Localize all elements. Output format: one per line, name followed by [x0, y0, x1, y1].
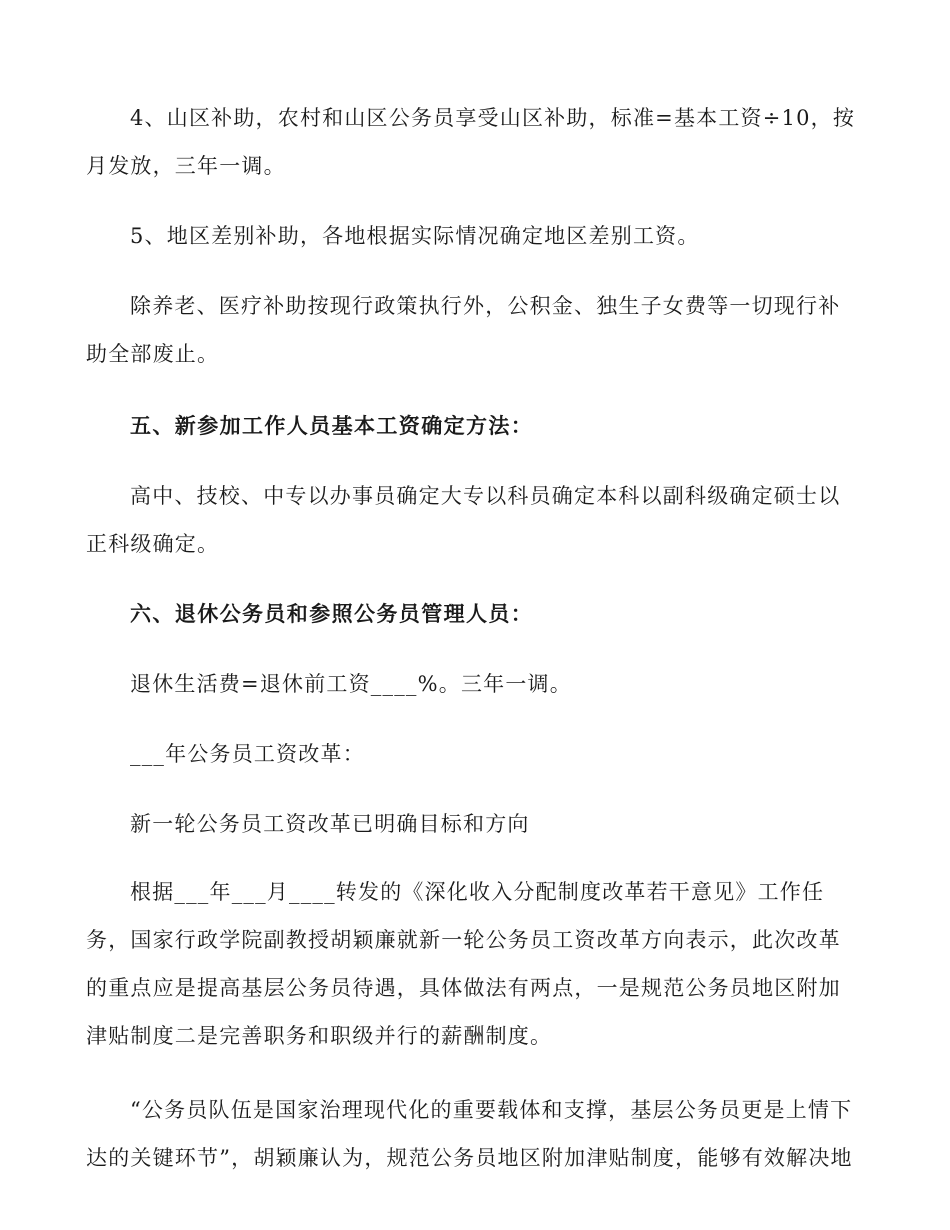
section-heading-five: 五、新参加工作人员基本工资确定方法： — [130, 413, 534, 438]
paragraph-reform-details: 根据___年___月____转发的《深化收入分配制度改革若干意见》工作任务，国家行政学院副教授胡颖廉就新一轮公务员工资改革方向表示，此次改革的重点应是提高基层公务员待遇，具体做法有两点，一是规范公务员地区附加津贴制度二是完善职务和职级并行的薪酬制度。 — [86, 880, 841, 1048]
paragraph-reform-direction: 新一轮公务员工资改革已明确目标和方向 — [130, 812, 530, 836]
paragraph-regional-subsidy: 5、地区差别补助，各地根据实际情况确定地区差别工资。 — [130, 224, 700, 248]
paragraph-other-subsidies: 除养老、医疗补助按现行政策执行外，公积金、独生子女费等一切现行补助全部废止。 — [86, 294, 841, 366]
paragraph-reform-year: ___年公务员工资改革： — [130, 742, 365, 766]
paragraph-new-staff-salary: 高中、技校、中专以办事员确定大专以科员确定本科以副科级确定硕士以正科级确定。 — [86, 484, 841, 556]
paragraph-quote: “公务员队伍是国家治理现代化的重要载体和支撑，基层公务员更是上情下达的关键环节”，胡颖廉认为，规范公务员地区附加津贴制度，能够有效解决地 — [86, 1098, 853, 1170]
paragraph-retirement-pay: 退休生活费=退休前工资____%。三年一调。 — [130, 672, 572, 696]
paragraph-mountain-subsidy: 4、山区补助，农村和山区公务员享受山区补助，标准=基本工资÷10，按月发放，三年一调。 — [86, 106, 856, 178]
section-heading-six: 六、退休公务员和参照公务员管理人员： — [130, 601, 534, 626]
